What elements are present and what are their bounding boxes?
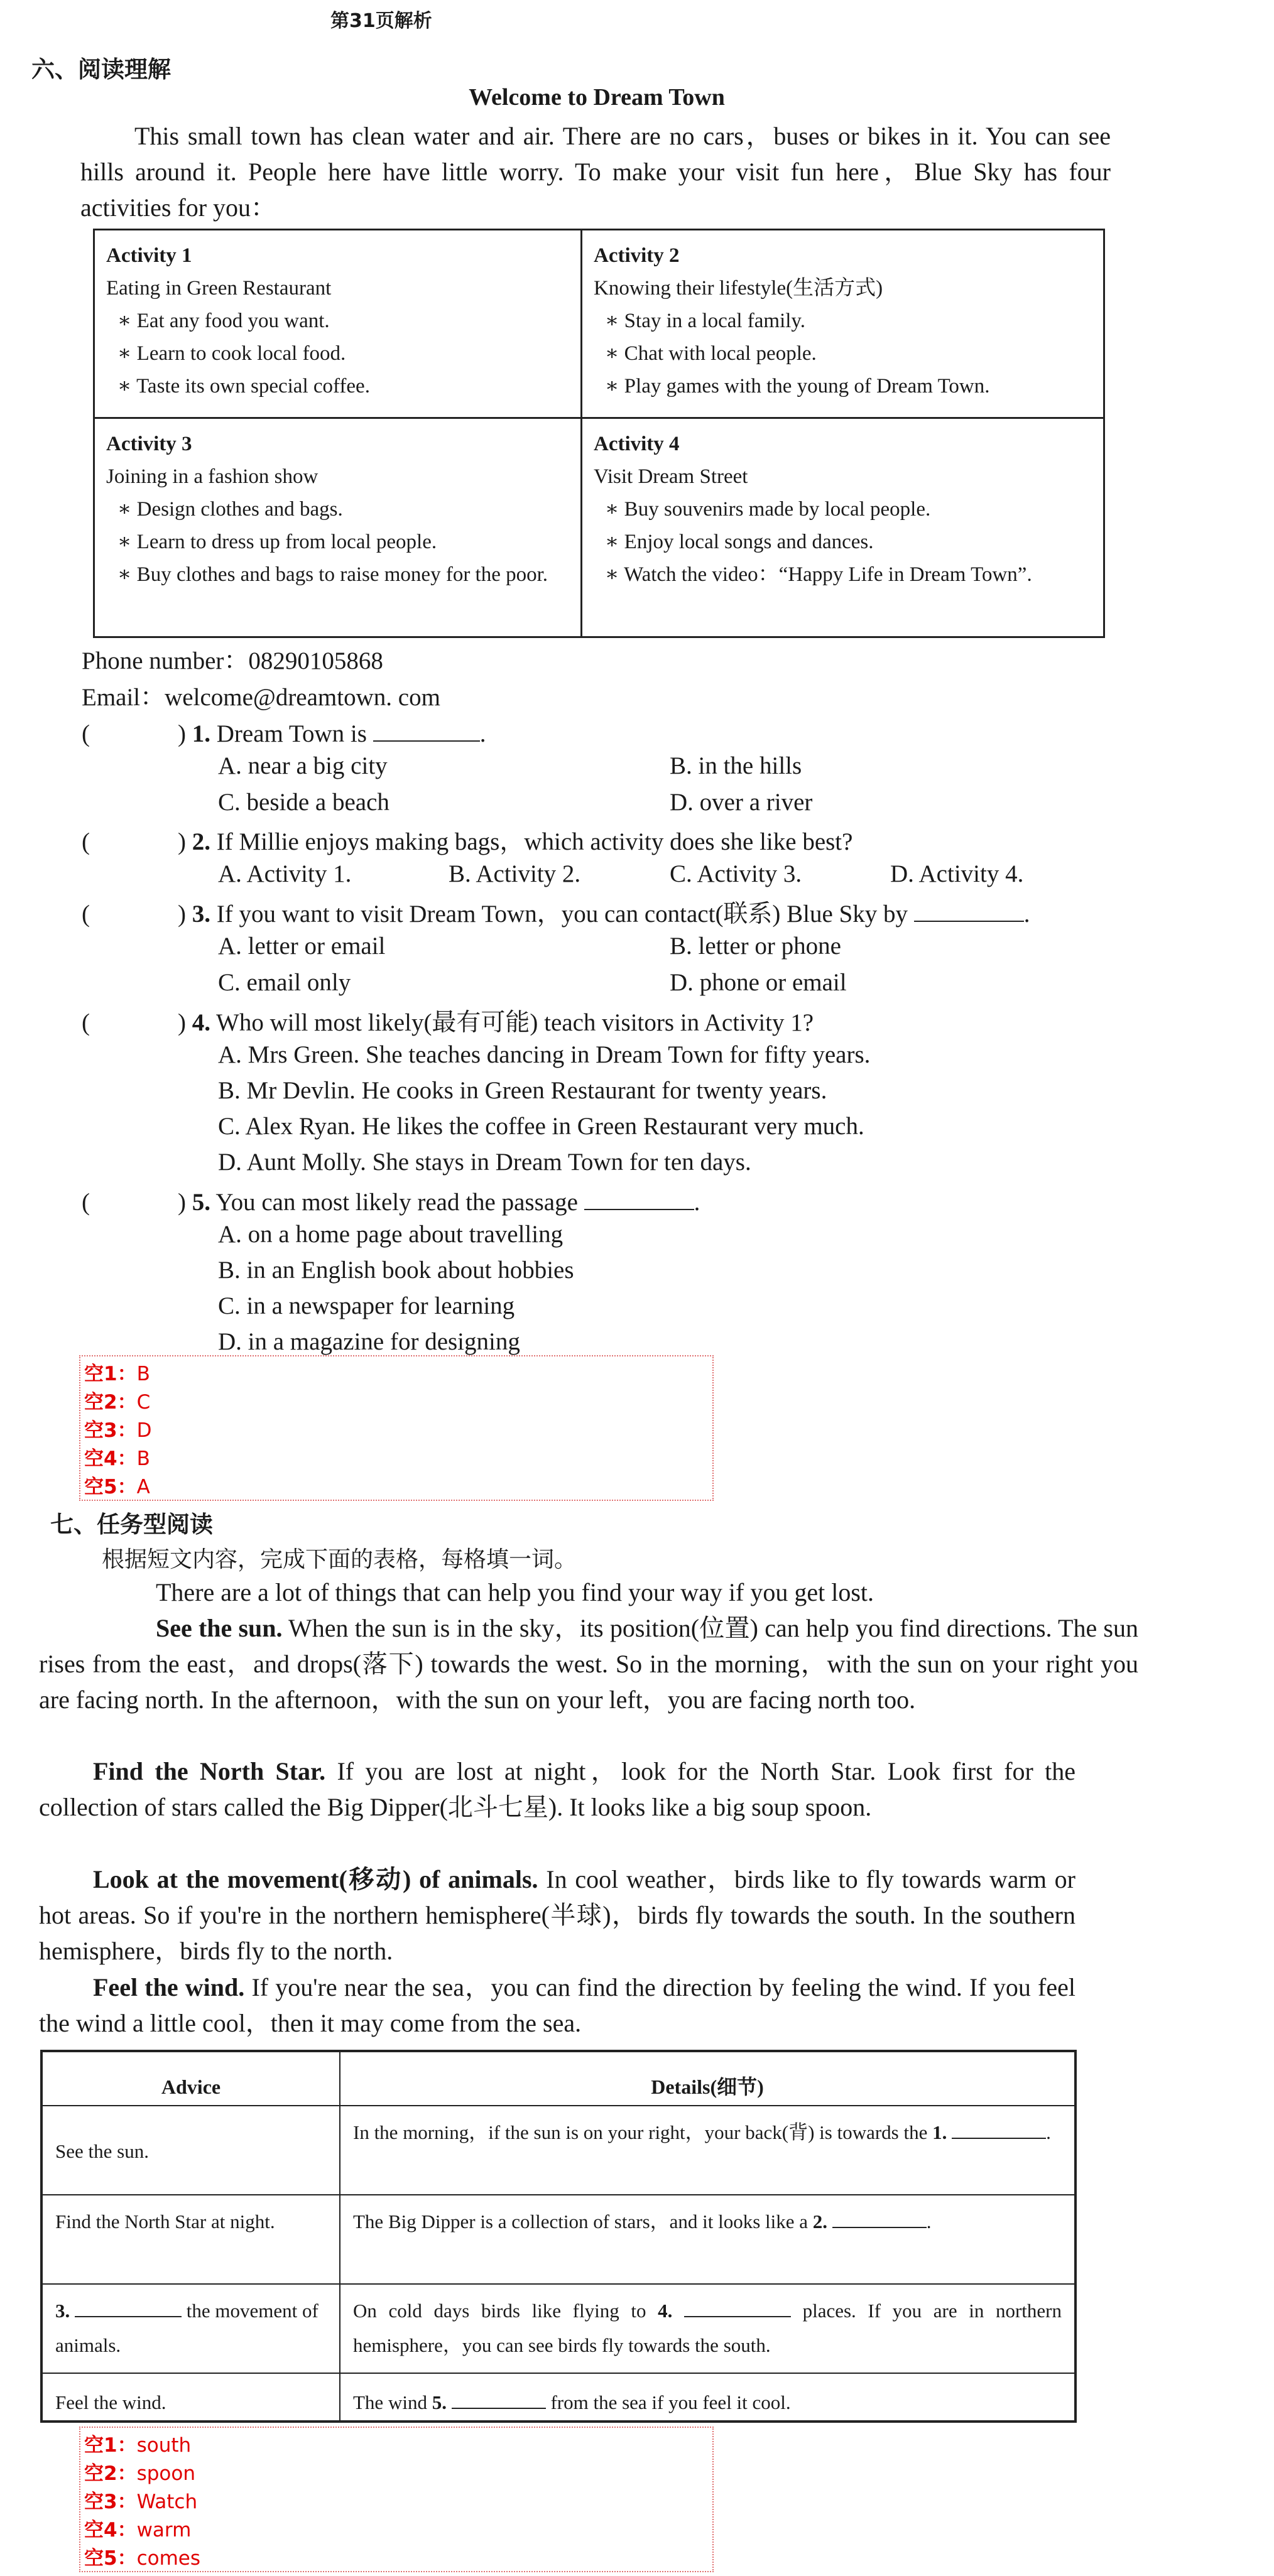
question-3: ( ) 3. If you want to visit Dream Town，you can contact(联系) Blue Sky by . xyxy=(82,896,1030,932)
answer-paren: ( ) xyxy=(82,901,186,928)
answer-line: 空4：warm xyxy=(84,2519,192,2541)
activity-1-subtitle: Eating in Green Restaurant xyxy=(106,277,332,300)
answer-blank xyxy=(75,2297,182,2317)
answer-line: 空4：B xyxy=(84,1448,150,1470)
answer-line: 空5：comes xyxy=(84,2547,201,2570)
activity-3-item: ∗ Buy clothes and bags to raise money for the poor. xyxy=(117,563,548,586)
answer-box-section6 xyxy=(79,1355,714,1501)
question-stem: You can most likely read the passage xyxy=(215,1189,578,1216)
question-number: 4. xyxy=(192,1009,210,1036)
question-2 xyxy=(82,824,852,860)
task-paragraph-3: Find the North Star. If you are lost at night，look for the North Star. Look first for the collection of stars called the Big Dipper(北斗七星). It looks like a big soup spoon. xyxy=(39,1757,1076,1821)
question-4 xyxy=(82,1005,814,1041)
answer-blank xyxy=(914,896,1024,922)
table-row-details: The wind 5. from the sea if you feel it cool. xyxy=(340,2379,1074,2426)
option: A. on a home page about travelling xyxy=(218,1221,564,1248)
section7-instruction: 根据短文内容，完成下面的表格，每格填一词。 xyxy=(102,1547,577,1572)
activity-3 xyxy=(95,419,579,636)
option: A. Mrs Green. She teaches dancing in Dream Town for fifty years. xyxy=(218,1041,871,1068)
task-paragraph-5: Feel the wind. If you're near the sea，you can find the direction by feeling the wind. If you feel the wind a little cool，then it may come from the sea. xyxy=(39,1973,1076,2037)
answer-blank xyxy=(684,2297,791,2317)
option: C. Alex Ryan. He likes the coffee in Green Restaurant very much. xyxy=(218,1113,864,1140)
activity-4-title: Activity 4 xyxy=(594,433,680,455)
activity-1-item: ∗ Learn to cook local food. xyxy=(117,342,346,365)
option: D. over a river xyxy=(670,789,813,816)
reading-intro: This small town has clean water and air. There are no cars，buses or bikes in it. You can see hills around it. People here have little worry. To make your visit fun here，Blue Sky has four activities for you： xyxy=(80,122,1111,222)
question-number: 5. xyxy=(192,1189,210,1216)
section6-heading: 六、阅读理解 xyxy=(31,56,171,83)
answer-blank xyxy=(452,2388,546,2409)
answer-line: 空5：A xyxy=(84,1476,150,1498)
answer-line: 空2：spoon xyxy=(84,2462,195,2485)
table-row-advice: Feel the wind. xyxy=(55,2391,166,2413)
activities-table xyxy=(93,229,1105,638)
question-number: 1. xyxy=(192,720,210,747)
answer-line: 空2：C xyxy=(84,1391,151,1414)
activity-3-subtitle: Joining in a fashion show xyxy=(106,465,318,488)
table-header-advice: Advice xyxy=(161,2075,221,2098)
page-label: 第31页解析 xyxy=(330,10,432,32)
task-paragraph-1: There are a lot of things that can help you find your way if you get lost. xyxy=(156,1578,874,1606)
reading-title: Welcome to Dream Town xyxy=(469,84,725,111)
activity-2-subtitle: Knowing their lifestyle(生活方式) xyxy=(594,277,883,300)
activity-2-item: ∗ Chat with local people. xyxy=(605,342,817,365)
answer-paren: ( ) xyxy=(82,720,186,747)
table-row-advice: Find the North Star at night. xyxy=(55,2211,275,2232)
answer-blank xyxy=(952,2118,1046,2139)
activity-4-item: ∗ Watch the video：“Happy Life in Dream Town”. xyxy=(605,563,1032,586)
activity-3-item: ∗ Learn to dress up from local people. xyxy=(117,531,437,553)
activity-4-item: ∗ Buy souvenirs made by local people. xyxy=(605,498,931,521)
option: B. letter or phone xyxy=(670,933,841,960)
option: B. Activity 2. xyxy=(449,860,581,887)
activity-1-title: Activity 1 xyxy=(106,244,192,267)
option: D. Aunt Molly. She stays in Dream Town for ten days. xyxy=(218,1149,751,1176)
activity-4 xyxy=(582,419,1104,636)
table-row-details: The Big Dipper is a collection of stars，and it looks like a 2. . xyxy=(340,2198,1074,2245)
activity-1-item: ∗ Taste its own special coffee. xyxy=(117,375,370,398)
activity-1 xyxy=(95,230,579,417)
option: D. in a magazine for designing xyxy=(218,1328,520,1355)
activity-4-item: ∗ Enjoy local songs and dances. xyxy=(605,531,874,553)
activity-3-title: Activity 3 xyxy=(106,433,192,455)
phone-number: Phone number：08290105868 xyxy=(82,647,383,674)
question-stem: Dream Town is xyxy=(216,720,367,747)
option: B. in an English book about hobbies xyxy=(218,1257,574,1284)
question-number: 3. xyxy=(192,901,210,928)
answer-line: 空1：south xyxy=(84,2434,192,2457)
question-number: 2. xyxy=(192,828,210,855)
activity-1-item: ∗ Eat any food you want. xyxy=(117,310,330,332)
answer-paren: ( ) xyxy=(82,1189,186,1216)
task-paragraph-2: See the sun. When the sun is in the sky，its position(位置) can help you find directions. The sun rises from the east，and drops(落下) towards the west. So in the morning，with the sun on your right you are facing north. In the afternoon，with the sun on your left，you are facing north too. xyxy=(39,1614,1138,1714)
table-row-details: In the morning，if the sun is on your right，your back(背) is towards the 1. . xyxy=(340,2109,1074,2156)
activity-2-title: Activity 2 xyxy=(594,244,680,267)
option: A. near a big city xyxy=(218,752,388,779)
question-1: ( ) 1. Dream Town is . xyxy=(82,716,486,752)
activity-2-item: ∗ Play games with the young of Dream Town. xyxy=(605,375,990,398)
option: C. Activity 3. xyxy=(670,860,802,887)
answer-line: 空1：B xyxy=(84,1363,150,1385)
answer-box-section7 xyxy=(79,2427,714,2572)
question-5: ( ) 5. You can most likely read the passage . xyxy=(82,1184,700,1220)
activity-4-subtitle: Visit Dream Street xyxy=(594,465,748,488)
option: D. Activity 4. xyxy=(890,860,1024,887)
answer-paren: ( ) xyxy=(82,828,186,855)
option: C. email only xyxy=(218,969,351,996)
option: A. letter or email xyxy=(218,933,386,960)
question-stem: If you want to visit Dream Town，you can contact(联系) Blue Sky by xyxy=(216,901,908,928)
option: C. in a newspaper for learning xyxy=(218,1292,515,1319)
answer-line: 空3：D xyxy=(84,1419,152,1442)
table-row-advice: See the sun. xyxy=(55,2140,149,2162)
option: B. Mr Devlin. He cooks in Green Restaurant for twenty years. xyxy=(218,1077,827,1104)
answer-line: 空3：Watch xyxy=(84,2491,198,2513)
option: B. in the hills xyxy=(670,752,802,779)
question-stem: Who will most likely(最有可能) teach visitors in Activity 1? xyxy=(216,1009,814,1036)
information-table xyxy=(40,2050,1077,2423)
question-stem: If Millie enjoys making bags，which activity does she like best? xyxy=(216,828,853,855)
activity-2 xyxy=(582,230,1104,417)
table-row-advice: 3. the movement of animals. xyxy=(43,2287,339,2369)
activity-3-item: ∗ Design clothes and bags. xyxy=(117,498,343,521)
answer-paren: ( ) xyxy=(82,1009,186,1036)
answer-blank xyxy=(832,2207,927,2228)
answer-blank xyxy=(584,1184,694,1210)
table-row-details: On cold days birds like flying to 4. places. If you are in northern hemisphere，you can see birds fly towards the south. xyxy=(340,2287,1074,2369)
email-address: Email：welcome@dreamtown. com xyxy=(82,684,440,711)
option: D. phone or email xyxy=(670,969,847,996)
activity-2-item: ∗ Stay in a local family. xyxy=(605,310,806,332)
task-paragraph-4: Look at the movement(移动) of animals. In cool weather，birds like to fly towards warm or hot areas. So if you're in the northern hemisphere(半球)，birds fly towards the south. In the southern hemisphere，birds fly to the north. xyxy=(39,1865,1076,1965)
section7-heading: 七、任务型阅读 xyxy=(50,1511,213,1538)
answer-blank xyxy=(373,716,480,742)
table-header-details: Details(细节) xyxy=(651,2075,764,2098)
option: A. Activity 1. xyxy=(218,860,352,887)
option: C. beside a beach xyxy=(218,789,389,816)
